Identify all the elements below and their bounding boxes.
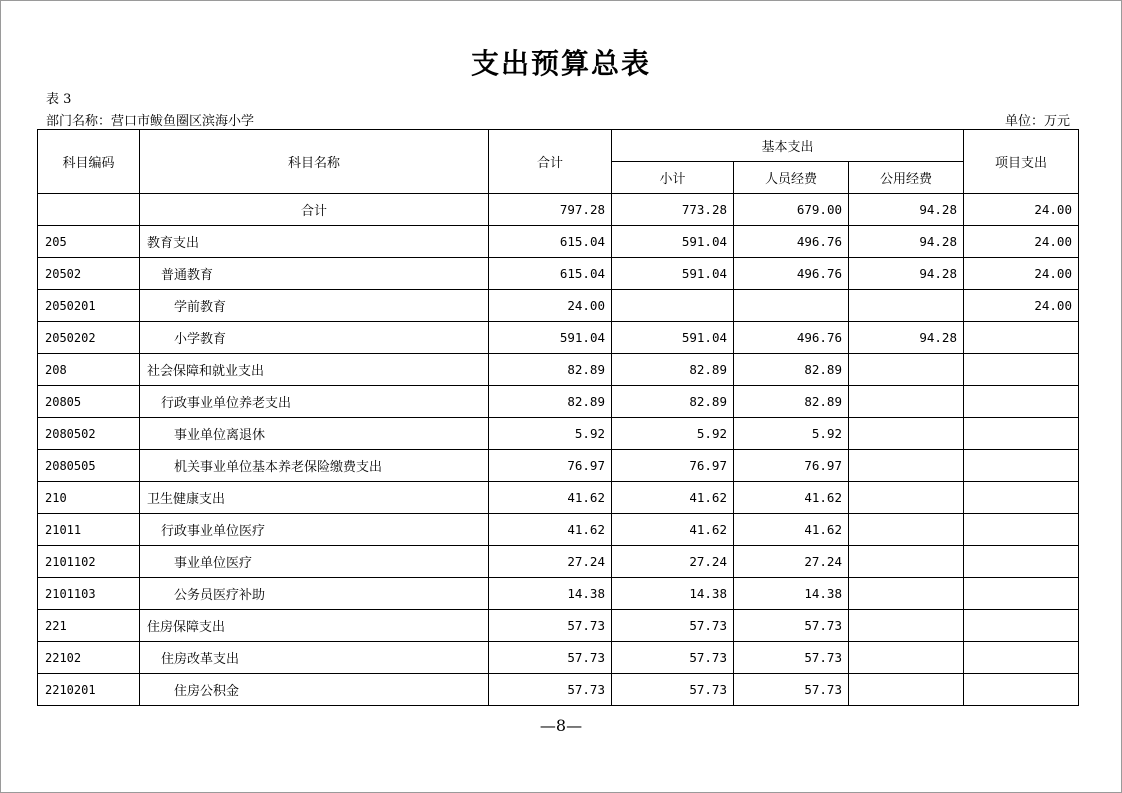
row-total: 14.38	[489, 578, 612, 610]
row-personnel: 14.38	[734, 578, 849, 610]
total-row	[38, 194, 1079, 226]
row-code: 208	[38, 354, 140, 386]
row-public: 94.28	[849, 322, 964, 354]
total-public: 94.28	[849, 194, 964, 226]
row-subtotal: 591.04	[612, 258, 734, 290]
row-public	[849, 354, 964, 386]
row-personnel: 76.97	[734, 450, 849, 482]
row-project	[964, 354, 1079, 386]
table-row	[38, 290, 1079, 322]
row-personnel: 496.76	[734, 258, 849, 290]
table-row	[38, 418, 1079, 450]
table-row	[38, 322, 1079, 354]
row-code: 2050202	[38, 322, 140, 354]
row-public	[849, 514, 964, 546]
row-project	[964, 642, 1079, 674]
row-public: 94.28	[849, 226, 964, 258]
row-total: 24.00	[489, 290, 612, 322]
row-total: 615.04	[489, 226, 612, 258]
total-total: 797.28	[489, 194, 612, 226]
row-name: 学前教育	[140, 290, 489, 322]
row-code: 221	[38, 610, 140, 642]
table-row	[38, 482, 1079, 514]
row-personnel: 41.62	[734, 482, 849, 514]
table-row	[38, 386, 1079, 418]
row-public	[849, 418, 964, 450]
row-name: 行政事业单位养老支出	[140, 386, 489, 418]
row-total: 57.73	[489, 642, 612, 674]
row-project: 24.00	[964, 226, 1079, 258]
row-code: 2210201	[38, 674, 140, 706]
row-total: 27.24	[489, 546, 612, 578]
row-personnel: 496.76	[734, 322, 849, 354]
row-public	[849, 674, 964, 706]
row-subtotal: 41.62	[612, 482, 734, 514]
table-row	[38, 450, 1079, 482]
row-name: 住房公积金	[140, 674, 489, 706]
row-code: 210	[38, 482, 140, 514]
row-project	[964, 578, 1079, 610]
row-total: 57.73	[489, 610, 612, 642]
row-project	[964, 674, 1079, 706]
row-name: 小学教育	[140, 322, 489, 354]
total-personnel: 679.00	[734, 194, 849, 226]
total-label: 合计	[140, 194, 489, 226]
row-subtotal: 591.04	[612, 226, 734, 258]
row-name: 卫生健康支出	[140, 482, 489, 514]
row-personnel: 82.89	[734, 386, 849, 418]
row-subtotal: 57.73	[612, 674, 734, 706]
budget-table	[37, 129, 1079, 706]
total-subtotal: 773.28	[612, 194, 734, 226]
row-total: 591.04	[489, 322, 612, 354]
row-code: 20502	[38, 258, 140, 290]
department-name: 部门名称：营口市鲅鱼圈区滨海小学	[46, 114, 255, 129]
row-public	[849, 386, 964, 418]
row-code: 22102	[38, 642, 140, 674]
row-personnel: 27.24	[734, 546, 849, 578]
row-name: 公务员医疗补助	[140, 578, 489, 610]
row-name: 住房保障支出	[140, 610, 489, 642]
row-personnel: 5.92	[734, 418, 849, 450]
row-name: 事业单位医疗	[140, 546, 489, 578]
table-row	[38, 674, 1079, 706]
row-code: 2050201	[38, 290, 140, 322]
row-total: 82.89	[489, 386, 612, 418]
row-public	[849, 482, 964, 514]
row-public	[849, 578, 964, 610]
row-total: 41.62	[489, 514, 612, 546]
row-public	[849, 450, 964, 482]
row-personnel: 496.76	[734, 226, 849, 258]
row-public	[849, 642, 964, 674]
table-number: 表 3	[46, 92, 72, 107]
header-basic: 基本支出	[612, 130, 964, 162]
row-total: 57.73	[489, 674, 612, 706]
row-subtotal: 57.73	[612, 642, 734, 674]
row-name: 事业单位离退休	[140, 418, 489, 450]
row-project	[964, 514, 1079, 546]
row-project	[964, 386, 1079, 418]
header-subtotal: 小计	[612, 162, 734, 194]
row-subtotal: 82.89	[612, 354, 734, 386]
row-public: 94.28	[849, 258, 964, 290]
table-row	[38, 226, 1079, 258]
row-subtotal: 82.89	[612, 386, 734, 418]
table-row	[38, 354, 1079, 386]
row-project: 24.00	[964, 258, 1079, 290]
header-total: 合计	[489, 130, 612, 194]
row-name: 普通教育	[140, 258, 489, 290]
row-code: 20805	[38, 386, 140, 418]
header-public: 公用经费	[849, 162, 964, 194]
row-total: 41.62	[489, 482, 612, 514]
table-row	[38, 546, 1079, 578]
row-project	[964, 610, 1079, 642]
row-name: 行政事业单位医疗	[140, 514, 489, 546]
row-public	[849, 290, 964, 322]
table-row	[38, 642, 1079, 674]
row-personnel: 82.89	[734, 354, 849, 386]
row-personnel: 57.73	[734, 642, 849, 674]
row-subtotal	[612, 290, 734, 322]
row-project	[964, 450, 1079, 482]
table-row	[38, 578, 1079, 610]
header-code: 科目编码	[38, 130, 140, 194]
row-subtotal: 14.38	[612, 578, 734, 610]
row-name: 社会保障和就业支出	[140, 354, 489, 386]
row-project	[964, 546, 1079, 578]
row-project	[964, 418, 1079, 450]
row-project	[964, 322, 1079, 354]
row-subtotal: 27.24	[612, 546, 734, 578]
row-subtotal: 41.62	[612, 514, 734, 546]
row-code: 2080505	[38, 450, 140, 482]
row-name: 机关事业单位基本养老保险缴费支出	[140, 450, 489, 482]
row-name: 教育支出	[140, 226, 489, 258]
row-personnel: 57.73	[734, 674, 849, 706]
row-subtotal: 591.04	[612, 322, 734, 354]
page-title: 支出预算总表	[470, 47, 651, 80]
total-code-cell	[38, 194, 140, 226]
row-code: 2101103	[38, 578, 140, 610]
table-row	[38, 258, 1079, 290]
row-project: 24.00	[964, 290, 1079, 322]
row-code: 2101102	[38, 546, 140, 578]
row-code: 21011	[38, 514, 140, 546]
total-project: 24.00	[964, 194, 1079, 226]
page-number: —8—	[539, 716, 583, 735]
header-project: 项目支出	[964, 130, 1079, 194]
row-code: 205	[38, 226, 140, 258]
table-row	[38, 610, 1079, 642]
row-total: 76.97	[489, 450, 612, 482]
row-personnel: 57.73	[734, 610, 849, 642]
row-personnel	[734, 290, 849, 322]
row-subtotal: 57.73	[612, 610, 734, 642]
row-subtotal: 76.97	[612, 450, 734, 482]
row-total: 82.89	[489, 354, 612, 386]
row-total: 615.04	[489, 258, 612, 290]
header-name: 科目名称	[140, 130, 489, 194]
row-project	[964, 482, 1079, 514]
row-code: 2080502	[38, 418, 140, 450]
unit-label: 单位：万元	[1004, 114, 1070, 129]
row-personnel: 41.62	[734, 514, 849, 546]
header-row-1	[38, 130, 1079, 162]
row-public	[849, 546, 964, 578]
header-personnel: 人员经费	[734, 162, 849, 194]
row-name: 住房改革支出	[140, 642, 489, 674]
table-row	[38, 514, 1079, 546]
row-total: 5.92	[489, 418, 612, 450]
row-public	[849, 610, 964, 642]
row-subtotal: 5.92	[612, 418, 734, 450]
